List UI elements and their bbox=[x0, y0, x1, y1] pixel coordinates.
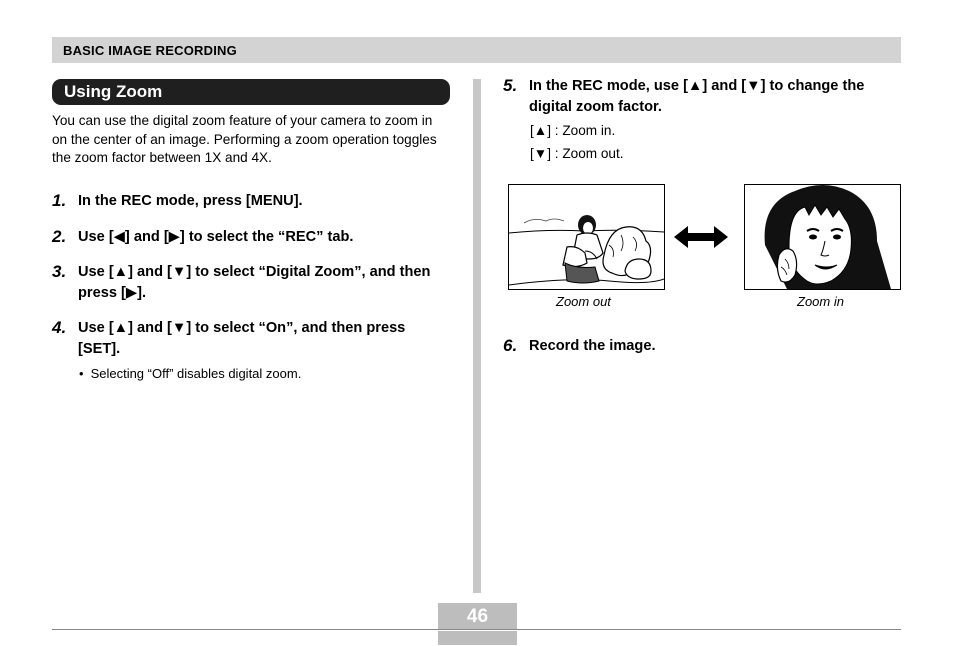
page-number: 46 bbox=[438, 603, 517, 629]
step-number: 6. bbox=[503, 336, 518, 355]
section-title: Using Zoom bbox=[64, 82, 163, 101]
bullet-note bbox=[79, 365, 301, 382]
zoom-out-caption: Zoom out bbox=[556, 294, 611, 309]
header-title: BASIC IMAGE RECORDING bbox=[63, 43, 237, 58]
step-4 bbox=[52, 318, 452, 359]
bullet-dot: • bbox=[79, 366, 84, 381]
step-number: 3. bbox=[52, 262, 67, 281]
column-divider bbox=[473, 79, 481, 593]
intro-paragraph: You can use the digital zoom feature of your camera to zoom in on the center of an image. Performing a zoom operation toggles the zoom factor between 1X and 4X. bbox=[52, 113, 437, 165]
step-number: 5. bbox=[503, 76, 518, 95]
page-header bbox=[52, 37, 901, 63]
zoom-in-caption: Zoom in bbox=[797, 294, 844, 309]
step-number: 1. bbox=[52, 191, 67, 210]
zoom-in-illustration bbox=[744, 184, 901, 290]
step-2 bbox=[52, 227, 452, 248]
step-text: Use [▲] and [▼] to select “On”, and then press [SET]. bbox=[78, 320, 406, 357]
section-heading bbox=[52, 79, 450, 105]
step-text: Use [▲] and [▼] to select “Digital Zoom”, and then press [▶]. bbox=[78, 264, 431, 301]
page-number-tab bbox=[438, 631, 517, 645]
key-zoom-out: [▼] : Zoom out. bbox=[530, 146, 624, 161]
step-number: 4. bbox=[52, 318, 67, 337]
step-text: Use [◀] and [▶] to select the “REC” tab. bbox=[78, 229, 354, 245]
key-zoom-in: [▲] : Zoom in. bbox=[530, 123, 616, 138]
footer-rule bbox=[52, 629, 901, 630]
step-1 bbox=[52, 191, 452, 212]
step-text: Record the image. bbox=[529, 338, 656, 354]
step-text: In the REC mode, use [▲] and [▼] to change the digital zoom factor. bbox=[529, 78, 865, 115]
step-5 bbox=[503, 76, 898, 117]
step-number: 2. bbox=[52, 227, 67, 246]
step-6 bbox=[503, 336, 898, 357]
step-3 bbox=[52, 262, 452, 303]
bullet-text: Selecting “Off” disables digital zoom. bbox=[90, 366, 302, 381]
double-headed-arrow-icon bbox=[674, 225, 728, 254]
zoom-out-illustration bbox=[508, 184, 665, 290]
step-text: In the REC mode, press [MENU]. bbox=[78, 193, 303, 209]
